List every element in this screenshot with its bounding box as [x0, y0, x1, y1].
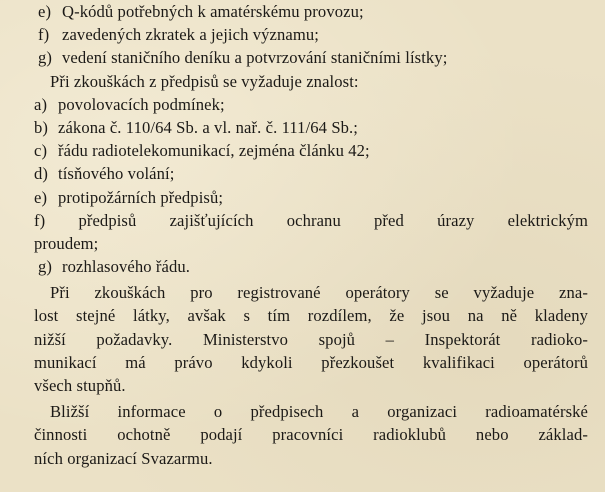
list-item-text: vedení staničního deníku a potvrzování staničními lístky;: [62, 48, 448, 68]
list-item-text: zavedených zkratek a jejich významu;: [62, 25, 319, 45]
paragraph-text: všech stupňů.: [34, 376, 126, 395]
regulation-item-c: [34, 139, 596, 162]
list-item-text: zákona č. 110/64 Sb. a vl. nař. č. 111/64 Sb.;: [58, 117, 359, 137]
regulation-item-f-text-cont: proudem;: [34, 233, 99, 253]
registered-paragraph-line: [34, 374, 596, 397]
regulation-item-d: [34, 162, 596, 185]
regulations-intro: [34, 70, 596, 93]
list-marker: g): [38, 48, 53, 68]
registered-paragraph-line: [34, 304, 596, 327]
list-marker: d): [34, 164, 49, 184]
registered-paragraph-line: [34, 351, 596, 374]
list-item-g-logbook: [34, 46, 596, 69]
regulation-item-f-line1: [34, 209, 596, 232]
list-marker: e): [34, 187, 48, 207]
regulation-item-e: [34, 186, 596, 209]
list-marker: e): [38, 2, 52, 21]
list-item-text: Q-kódů potřebných k amatérskému provozu;: [62, 2, 364, 21]
paragraph-text: nižší požadavky. Ministerstvo spojů – Inspektorát radioko-: [34, 329, 588, 349]
list-marker: c): [34, 141, 48, 161]
registered-paragraph-line: [34, 328, 596, 351]
info-paragraph-line: [34, 400, 596, 423]
regulation-item-f-line2: [34, 232, 596, 255]
registered-paragraph-line: [34, 281, 596, 304]
list-marker: a): [34, 94, 48, 114]
paragraph-text: munikací má právo kdykoli přezkoušet kvalifikaci operátorů: [34, 352, 588, 372]
list-item-f-abbreviations: [34, 23, 596, 46]
list-marker: f): [38, 25, 50, 45]
list-item-text: řádu radiotelekomunikací, zejména článku 42;: [58, 141, 370, 161]
info-paragraph-line: [34, 447, 596, 470]
list-marker: b): [34, 117, 49, 137]
list-item-text: tísňového volání;: [58, 164, 175, 184]
paragraph-text: Bližší informace o předpisech a organizaci radioamatérské: [50, 402, 588, 422]
regulations-intro-text: Při zkouškách z předpisů se vyžaduje znalost:: [50, 71, 359, 91]
paragraph-text: ních organizací Svazarmu.: [34, 448, 213, 468]
list-item-text: protipožárních předpisů;: [58, 187, 224, 207]
list-item-e-qcodes: [34, 0, 596, 23]
regulation-item-a: [34, 93, 596, 116]
paragraph-text: činnosti ochotně podají pracovníci radioklubů nebo základ-: [34, 425, 588, 445]
list-marker: g): [38, 257, 53, 277]
info-paragraph-line: [34, 423, 596, 446]
paragraph-text: lost stejné látky, avšak s tím rozdílem, že jsou na ně kladeny: [34, 306, 588, 326]
page-text-block: [34, 0, 596, 470]
regulation-item-b: [34, 116, 596, 139]
list-item-text: povolovacích podmínek;: [58, 94, 225, 114]
regulation-item-g: [34, 255, 596, 278]
regulation-item-f-text: f) předpisů zajišťujících ochranu před úrazy elektrickým: [34, 210, 588, 230]
paragraph-text: Při zkouškách pro registrované operátory se vyžaduje zna-: [50, 283, 588, 303]
list-item-text: rozhlasového řádu.: [62, 257, 191, 277]
